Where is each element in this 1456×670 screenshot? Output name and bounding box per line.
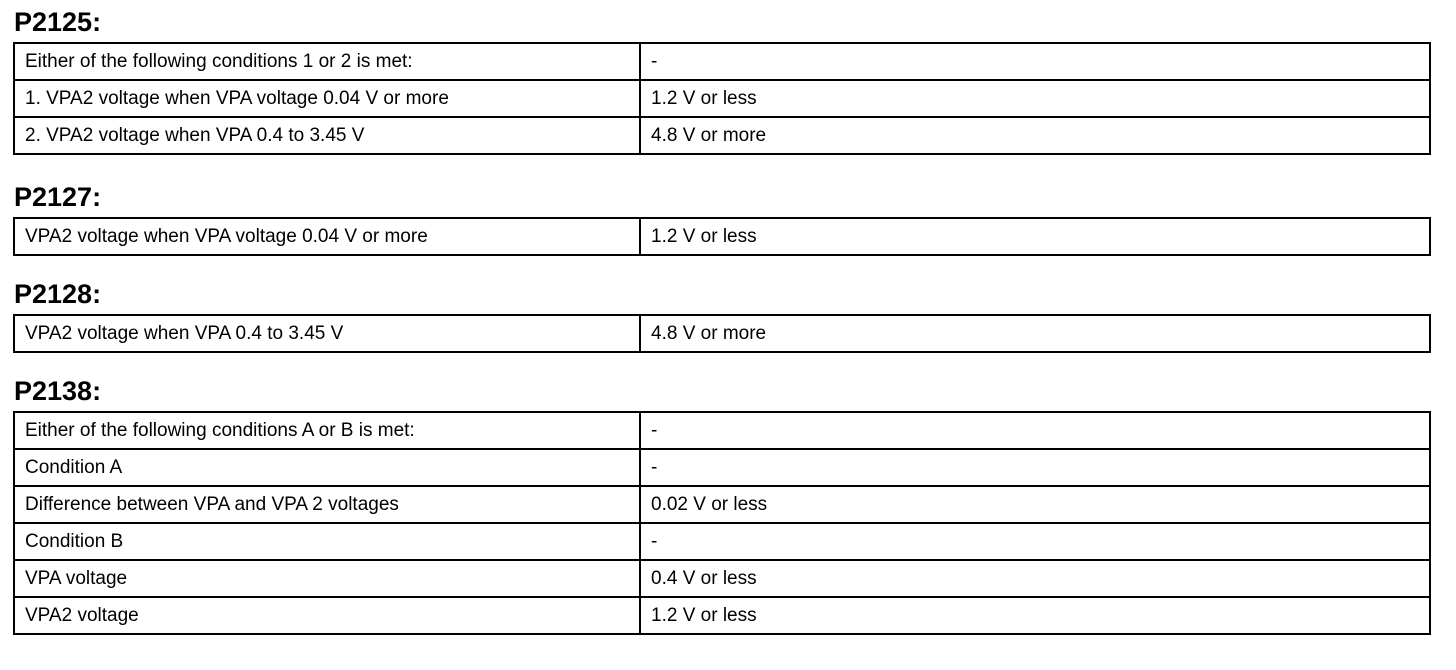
condition-cell: Either of the following conditions 1 or 2 is met:: [14, 43, 640, 80]
condition-table-p2125: [13, 42, 1431, 155]
section-title-p2125: P2125:: [14, 7, 102, 37]
condition-table-p2138: [13, 411, 1431, 635]
value-cell: -: [640, 43, 1430, 80]
table-row: [14, 486, 1430, 523]
table-row: [14, 412, 1430, 449]
value-cell: -: [640, 449, 1430, 486]
table-row: [14, 43, 1430, 80]
table-row: [14, 117, 1430, 154]
condition-cell: VPA voltage: [14, 560, 640, 597]
condition-cell: VPA2 voltage when VPA voltage 0.04 V or more: [14, 218, 640, 255]
table-row: [14, 80, 1430, 117]
table-row: [14, 315, 1430, 352]
table-row: [14, 218, 1430, 255]
value-cell: 1.2 V or less: [640, 218, 1430, 255]
condition-table-p2127: [13, 217, 1431, 256]
value-cell: 1.2 V or less: [640, 597, 1430, 634]
condition-cell: 2. VPA2 voltage when VPA 0.4 to 3.45 V: [14, 117, 640, 154]
value-cell: 1.2 V or less: [640, 80, 1430, 117]
condition-cell: Either of the following conditions A or B is met:: [14, 412, 640, 449]
value-cell: 4.8 V or more: [640, 117, 1430, 154]
condition-cell: Condition B: [14, 523, 640, 560]
value-cell: -: [640, 523, 1430, 560]
value-cell: 0.02 V or less: [640, 486, 1430, 523]
section-title-p2127: P2127:: [14, 182, 102, 212]
section-title-p2138: P2138:: [14, 376, 102, 406]
condition-cell: VPA2 voltage: [14, 597, 640, 634]
table-row: [14, 523, 1430, 560]
condition-cell: 1. VPA2 voltage when VPA voltage 0.04 V or more: [14, 80, 640, 117]
table-row: [14, 597, 1430, 634]
table-row: [14, 560, 1430, 597]
value-cell: 4.8 V or more: [640, 315, 1430, 352]
condition-table-p2128: [13, 314, 1431, 353]
value-cell: -: [640, 412, 1430, 449]
condition-cell: VPA2 voltage when VPA 0.4 to 3.45 V: [14, 315, 640, 352]
section-title-p2128: P2128:: [14, 279, 102, 309]
condition-cell: Difference between VPA and VPA 2 voltages: [14, 486, 640, 523]
condition-cell: Condition A: [14, 449, 640, 486]
value-cell: 0.4 V or less: [640, 560, 1430, 597]
table-row: [14, 449, 1430, 486]
